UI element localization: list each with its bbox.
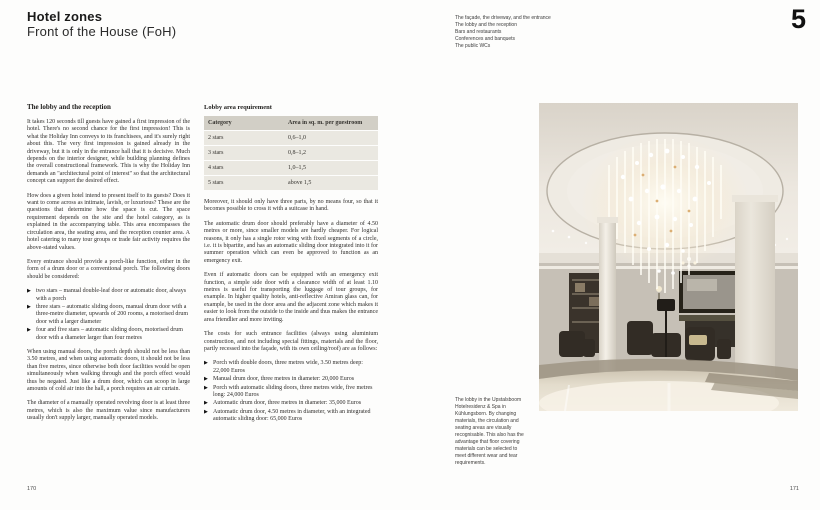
list-item — [204, 360, 378, 375]
list-item — [204, 385, 378, 400]
chapter-contents-item: Conferences and banquets — [455, 36, 516, 42]
paragraph: The automatic drum door should preferably have a diameter of 4.50 metres or more, since smaller models are hardly cheaper. For logical reasons, it only has a single rotor wing with fixed segments of a circle, i.e. it is bipartite, and has an automatic sliding door integrated into it for summer operation which can even be approved to function as an emergency exit. — [204, 220, 378, 264]
chapter-contents-list — [455, 15, 605, 50]
list-item-text: Manual drum door, three metres in diameter: 20,000 Euros — [213, 376, 355, 383]
table-title: Lobby area requirement — [204, 104, 272, 111]
list-item — [27, 288, 190, 303]
list-item-text: Automatic drum door, 4.50 metres in diameter, with an integrated automatic sliding door: 65,000 Euros — [213, 408, 371, 423]
list-item-text: Automatic drum door, three metres in diameter: 35,000 Euros — [213, 400, 362, 407]
table-row — [204, 146, 378, 161]
table-cell: 2 stars — [204, 131, 284, 146]
page-number-left: 170 — [27, 486, 37, 492]
paragraph: Moreover, it should only have three parts, by no means four, so that it becomes possible to cross it with a suitcase in hand. — [204, 199, 378, 213]
table-cell: 4 stars — [204, 161, 284, 176]
paragraph: It takes 120 seconds till guests have gained a first impression of the hotel. There's no second chance for the first impression! This is what the Holiday Inn conveys to its franchisees, and it's surely right about this. The very first impression is gained already in the driveway, but it is only in the entrance hall that it is decisive. Much depends on the interior designer, while building planning defines the overall constructional framework. This is why the Holiday Inn demands an "architectural point of interest" so that the architectural concept can support the desired effect. — [27, 119, 190, 185]
chapter-contents-item: The lobby and the reception — [455, 22, 517, 28]
photo-caption: The lobby in the Upstalsboom Hotelresidenz & Spa in Kühlungsborn. By changing materials, the circulation and seating areas are visually recognisable. This also has the advantage that floor covering materials can be selected to meet different wear and tear requirements. — [455, 397, 524, 466]
table-cell: above 1,5 — [284, 176, 378, 191]
table-cell: 1,0–1,5 — [284, 161, 378, 176]
table-header-row — [204, 116, 378, 131]
list-item-text: Porch with double doors, three metres wide, 3.50 metres deep: 22,000 Euros — [213, 360, 363, 374]
arrow-bullet-icon: ▶ — [204, 361, 208, 367]
table-row — [204, 131, 378, 146]
paragraph: The diameter of a manually operated revolving door is at least three metres, which is also the maximum value since manufacturers usually don't supply larger, manually operated models. — [27, 400, 190, 422]
paragraph: Even if automatic doors can be equipped with an emergency exit function, a simple side door with a clearance width of at least 1.10 metres is useful for transporting the luggage of tour groups, for example. In higher quality hotels, anti-reflective Amiran glass can, for example, be used in the door area and the adjacent zone which makes it easier to look from the outside to the inside and thus makes the entrance area friendlier and more inviting. — [204, 272, 378, 323]
arrow-bullet-icon: ▶ — [204, 385, 208, 391]
chapter-contents-item: The façade, the driveway, and the entrance — [455, 15, 551, 21]
table-row — [204, 176, 378, 191]
chapter-number: 5 — [790, 4, 806, 34]
table-header-cell: Area in sq. m. per guestroom — [284, 116, 378, 131]
door-types-list — [27, 288, 190, 342]
arrow-bullet-icon: ▶ — [27, 304, 31, 310]
table-cell: 3 stars — [204, 146, 284, 161]
lobby-photo — [539, 103, 798, 411]
page-subtitle: Front of the House (FoH) — [27, 24, 177, 39]
table-cell: 5 stars — [204, 176, 284, 191]
arrow-bullet-icon: ▶ — [204, 401, 208, 407]
list-item — [27, 304, 190, 326]
page-number-right: 171 — [789, 486, 799, 492]
table-cell: 0,8–1,2 — [284, 146, 378, 161]
paragraph: The costs for such entrance facilities (always using aluminium construction, and not including special fittings, materials and the floor, partly recessed into the façade, with its own ceiling/roof) are as follows: — [204, 331, 378, 352]
table-row — [204, 161, 378, 176]
left-text-column — [27, 103, 190, 423]
list-item — [204, 376, 378, 383]
arrow-bullet-icon: ▶ — [27, 289, 31, 295]
list-item — [204, 409, 378, 424]
arrow-bullet-icon: ▶ — [204, 377, 208, 383]
paragraph: How does a given hotel intend to present itself to its guests? Does it want to come across as intimate, lavish, or luxurious? These are the questions that determine how the space is cut. The space requirement depends on the site and the hotel category, as is explained in the accompanying table. This area encompasses the circulation area, the seating area, and the reception counter area. A hotel catering to many tour groups or trade fair activity requires the above-stated values. — [27, 192, 190, 251]
paragraph: When using manual doors, the porch depth should not be less than 3.50 metres, and when using automatic doors, it should not be less than five metres, since otherwise both door facilities would be open simultaneously when walking through and the porch effect would thus be negated. Just like a drum door, which can scoop in large amounts of cold air into the hall, a porch requires an air curtain. — [27, 348, 190, 392]
list-item — [27, 327, 190, 342]
section-heading: The lobby and the reception — [27, 103, 111, 111]
list-item-text: four and five stars – automatic sliding doors, motorised drum door with a diameter larger than four metres — [36, 327, 183, 341]
page-title: Hotel zones — [27, 9, 103, 24]
paragraph: Every entrance should provide a porch-like function, either in the form of a drum door or a conventional porch. The following doors should be considered: — [27, 258, 190, 280]
chapter-contents-item: The public WCs — [455, 43, 491, 49]
list-item-text: three stars – automatic sliding doors, manual drum door with a three-metre diameter, upwards of 200 rooms, a motorised drum door with a larger diameter — [36, 303, 189, 325]
table-cell: 0,6–1,0 — [284, 131, 378, 146]
lobby-area-table — [204, 116, 378, 191]
table-header-cell: Category — [204, 116, 284, 131]
arrow-bullet-icon: ▶ — [27, 328, 31, 334]
middle-text-column — [204, 103, 378, 431]
entrance-costs-list — [204, 360, 378, 423]
chapter-contents-item: Bars and restaurants — [455, 29, 502, 35]
list-item-text: Porch with automatic sliding doors, three metres wide, five metres long: 24,000 Euros — [213, 384, 373, 398]
arrow-bullet-icon: ▶ — [204, 409, 208, 415]
list-item — [204, 400, 378, 407]
list-item-text: two stars – manual double-leaf door or automatic door, always with a porch — [36, 288, 187, 302]
